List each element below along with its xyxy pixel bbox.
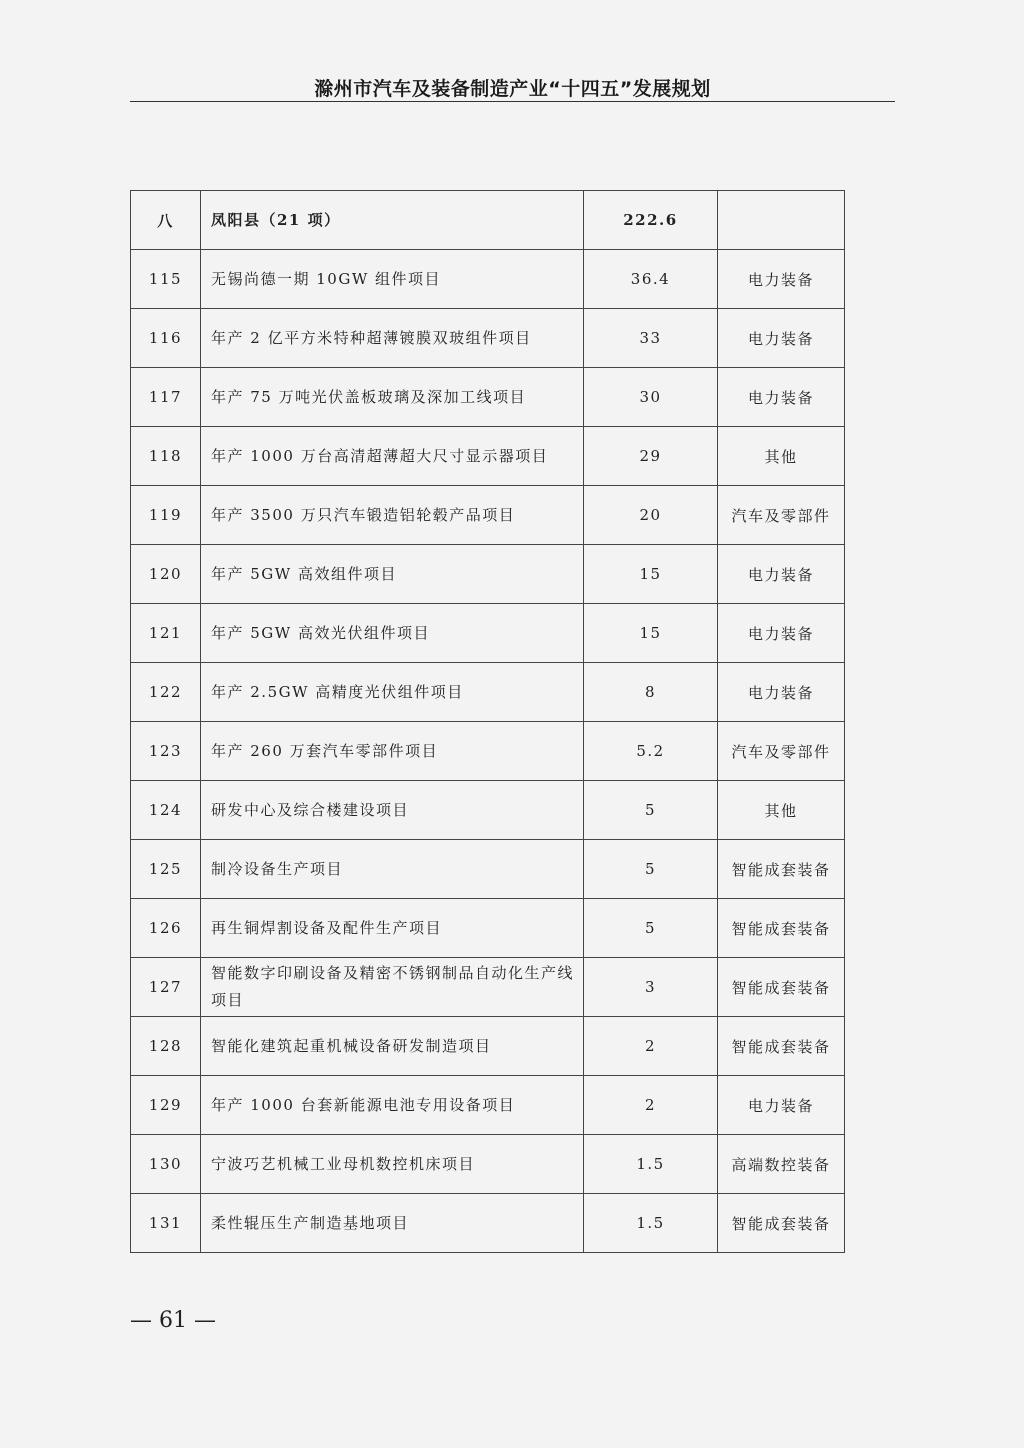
investment-value: 5 bbox=[584, 781, 718, 840]
page-header-title: 滁州市汽车及装备制造产业“十四五”发展规划 bbox=[314, 78, 711, 100]
investment-value: 3 bbox=[584, 958, 718, 1017]
row-number: 118 bbox=[131, 427, 201, 486]
row-number: 122 bbox=[131, 663, 201, 722]
investment-value: 5 bbox=[584, 899, 718, 958]
project-name: 年产 2.5GW 高精度光伏组件项目 bbox=[201, 663, 584, 722]
project-name: 研发中心及综合楼建设项目 bbox=[201, 781, 584, 840]
table-row bbox=[131, 309, 845, 368]
row-number: 130 bbox=[131, 1135, 201, 1194]
row-number: 115 bbox=[131, 250, 201, 309]
group-row-fengyang bbox=[131, 191, 845, 250]
table-row bbox=[131, 781, 845, 840]
investment-value: 30 bbox=[584, 368, 718, 427]
table-row bbox=[131, 250, 845, 309]
table-row bbox=[131, 486, 845, 545]
table-row bbox=[131, 368, 845, 427]
header-divider bbox=[130, 101, 895, 102]
table-row bbox=[131, 1076, 845, 1135]
row-number: 125 bbox=[131, 840, 201, 899]
group-category bbox=[718, 191, 845, 250]
industry-category: 汽车及零部件 bbox=[718, 486, 845, 545]
project-name: 年产 5GW 高效组件项目 bbox=[201, 545, 584, 604]
industry-category: 智能成套装备 bbox=[718, 958, 845, 1017]
industry-category: 智能成套装备 bbox=[718, 840, 845, 899]
industry-category: 高端数控装备 bbox=[718, 1135, 845, 1194]
row-number: 126 bbox=[131, 899, 201, 958]
row-number: 119 bbox=[131, 486, 201, 545]
page-number: — 61 — bbox=[130, 1308, 216, 1333]
industry-category: 智能成套装备 bbox=[718, 1194, 845, 1253]
table-row bbox=[131, 545, 845, 604]
project-name: 智能化建筑起重机械设备研发制造项目 bbox=[201, 1017, 584, 1076]
table-row bbox=[131, 663, 845, 722]
industry-category: 其他 bbox=[718, 427, 845, 486]
industry-category: 电力装备 bbox=[718, 1076, 845, 1135]
row-number: 131 bbox=[131, 1194, 201, 1253]
table-row bbox=[131, 427, 845, 486]
investment-value: 15 bbox=[584, 604, 718, 663]
table-row bbox=[131, 958, 845, 1017]
industry-category: 电力装备 bbox=[718, 545, 845, 604]
project-name: 年产 5GW 高效光伏组件项目 bbox=[201, 604, 584, 663]
project-name: 年产 1000 万台高清超薄超大尺寸显示器项目 bbox=[201, 427, 584, 486]
table-row bbox=[131, 1017, 845, 1076]
industry-category: 智能成套装备 bbox=[718, 899, 845, 958]
row-number: 127 bbox=[131, 958, 201, 1017]
row-number: 116 bbox=[131, 309, 201, 368]
investment-value: 20 bbox=[584, 486, 718, 545]
row-number: 124 bbox=[131, 781, 201, 840]
table-row bbox=[131, 1135, 845, 1194]
row-number: 129 bbox=[131, 1076, 201, 1135]
row-number: 123 bbox=[131, 722, 201, 781]
industry-category: 电力装备 bbox=[718, 250, 845, 309]
group-number: 八 bbox=[131, 191, 201, 250]
project-name: 宁波巧艺机械工业母机数控机床项目 bbox=[201, 1135, 584, 1194]
industry-category: 电力装备 bbox=[718, 663, 845, 722]
investment-value: 36.4 bbox=[584, 250, 718, 309]
investment-value: 1.5 bbox=[584, 1194, 718, 1253]
row-number: 117 bbox=[131, 368, 201, 427]
project-table-body bbox=[131, 191, 845, 1253]
investment-value: 5 bbox=[584, 840, 718, 899]
project-name: 年产 2 亿平方米特种超薄镀膜双玻组件项目 bbox=[201, 309, 584, 368]
industry-category: 电力装备 bbox=[718, 604, 845, 663]
group-name: 凤阳县（21 项） bbox=[201, 191, 584, 250]
project-name: 年产 260 万套汽车零部件项目 bbox=[201, 722, 584, 781]
investment-value: 5.2 bbox=[584, 722, 718, 781]
industry-category: 其他 bbox=[718, 781, 845, 840]
investment-value: 2 bbox=[584, 1017, 718, 1076]
investment-value: 2 bbox=[584, 1076, 718, 1135]
table-row bbox=[131, 1194, 845, 1253]
project-name: 柔性辊压生产制造基地项目 bbox=[201, 1194, 584, 1253]
project-name: 年产 1000 台套新能源电池专用设备项目 bbox=[201, 1076, 584, 1135]
row-number: 128 bbox=[131, 1017, 201, 1076]
project-name: 无锡尚德一期 10GW 组件项目 bbox=[201, 250, 584, 309]
project-name: 制冷设备生产项目 bbox=[201, 840, 584, 899]
project-name: 年产 75 万吨光伏盖板玻璃及深加工线项目 bbox=[201, 368, 584, 427]
industry-category: 电力装备 bbox=[718, 368, 845, 427]
table-row bbox=[131, 722, 845, 781]
table-row bbox=[131, 604, 845, 663]
investment-value: 29 bbox=[584, 427, 718, 486]
group-investment: 222.6 bbox=[584, 191, 718, 250]
investment-value: 33 bbox=[584, 309, 718, 368]
project-name: 年产 3500 万只汽车锻造铝轮毂产品项目 bbox=[201, 486, 584, 545]
table-row bbox=[131, 899, 845, 958]
project-table bbox=[130, 190, 845, 1253]
project-name: 再生铜焊割设备及配件生产项目 bbox=[201, 899, 584, 958]
investment-value: 1.5 bbox=[584, 1135, 718, 1194]
investment-value: 8 bbox=[584, 663, 718, 722]
industry-category: 汽车及零部件 bbox=[718, 722, 845, 781]
table-row bbox=[131, 840, 845, 899]
industry-category: 智能成套装备 bbox=[718, 1017, 845, 1076]
project-name: 智能数字印刷设备及精密不锈钢制品自动化生产线项目 bbox=[201, 958, 584, 1017]
row-number: 121 bbox=[131, 604, 201, 663]
investment-value: 15 bbox=[584, 545, 718, 604]
industry-category: 电力装备 bbox=[718, 309, 845, 368]
row-number: 120 bbox=[131, 545, 201, 604]
